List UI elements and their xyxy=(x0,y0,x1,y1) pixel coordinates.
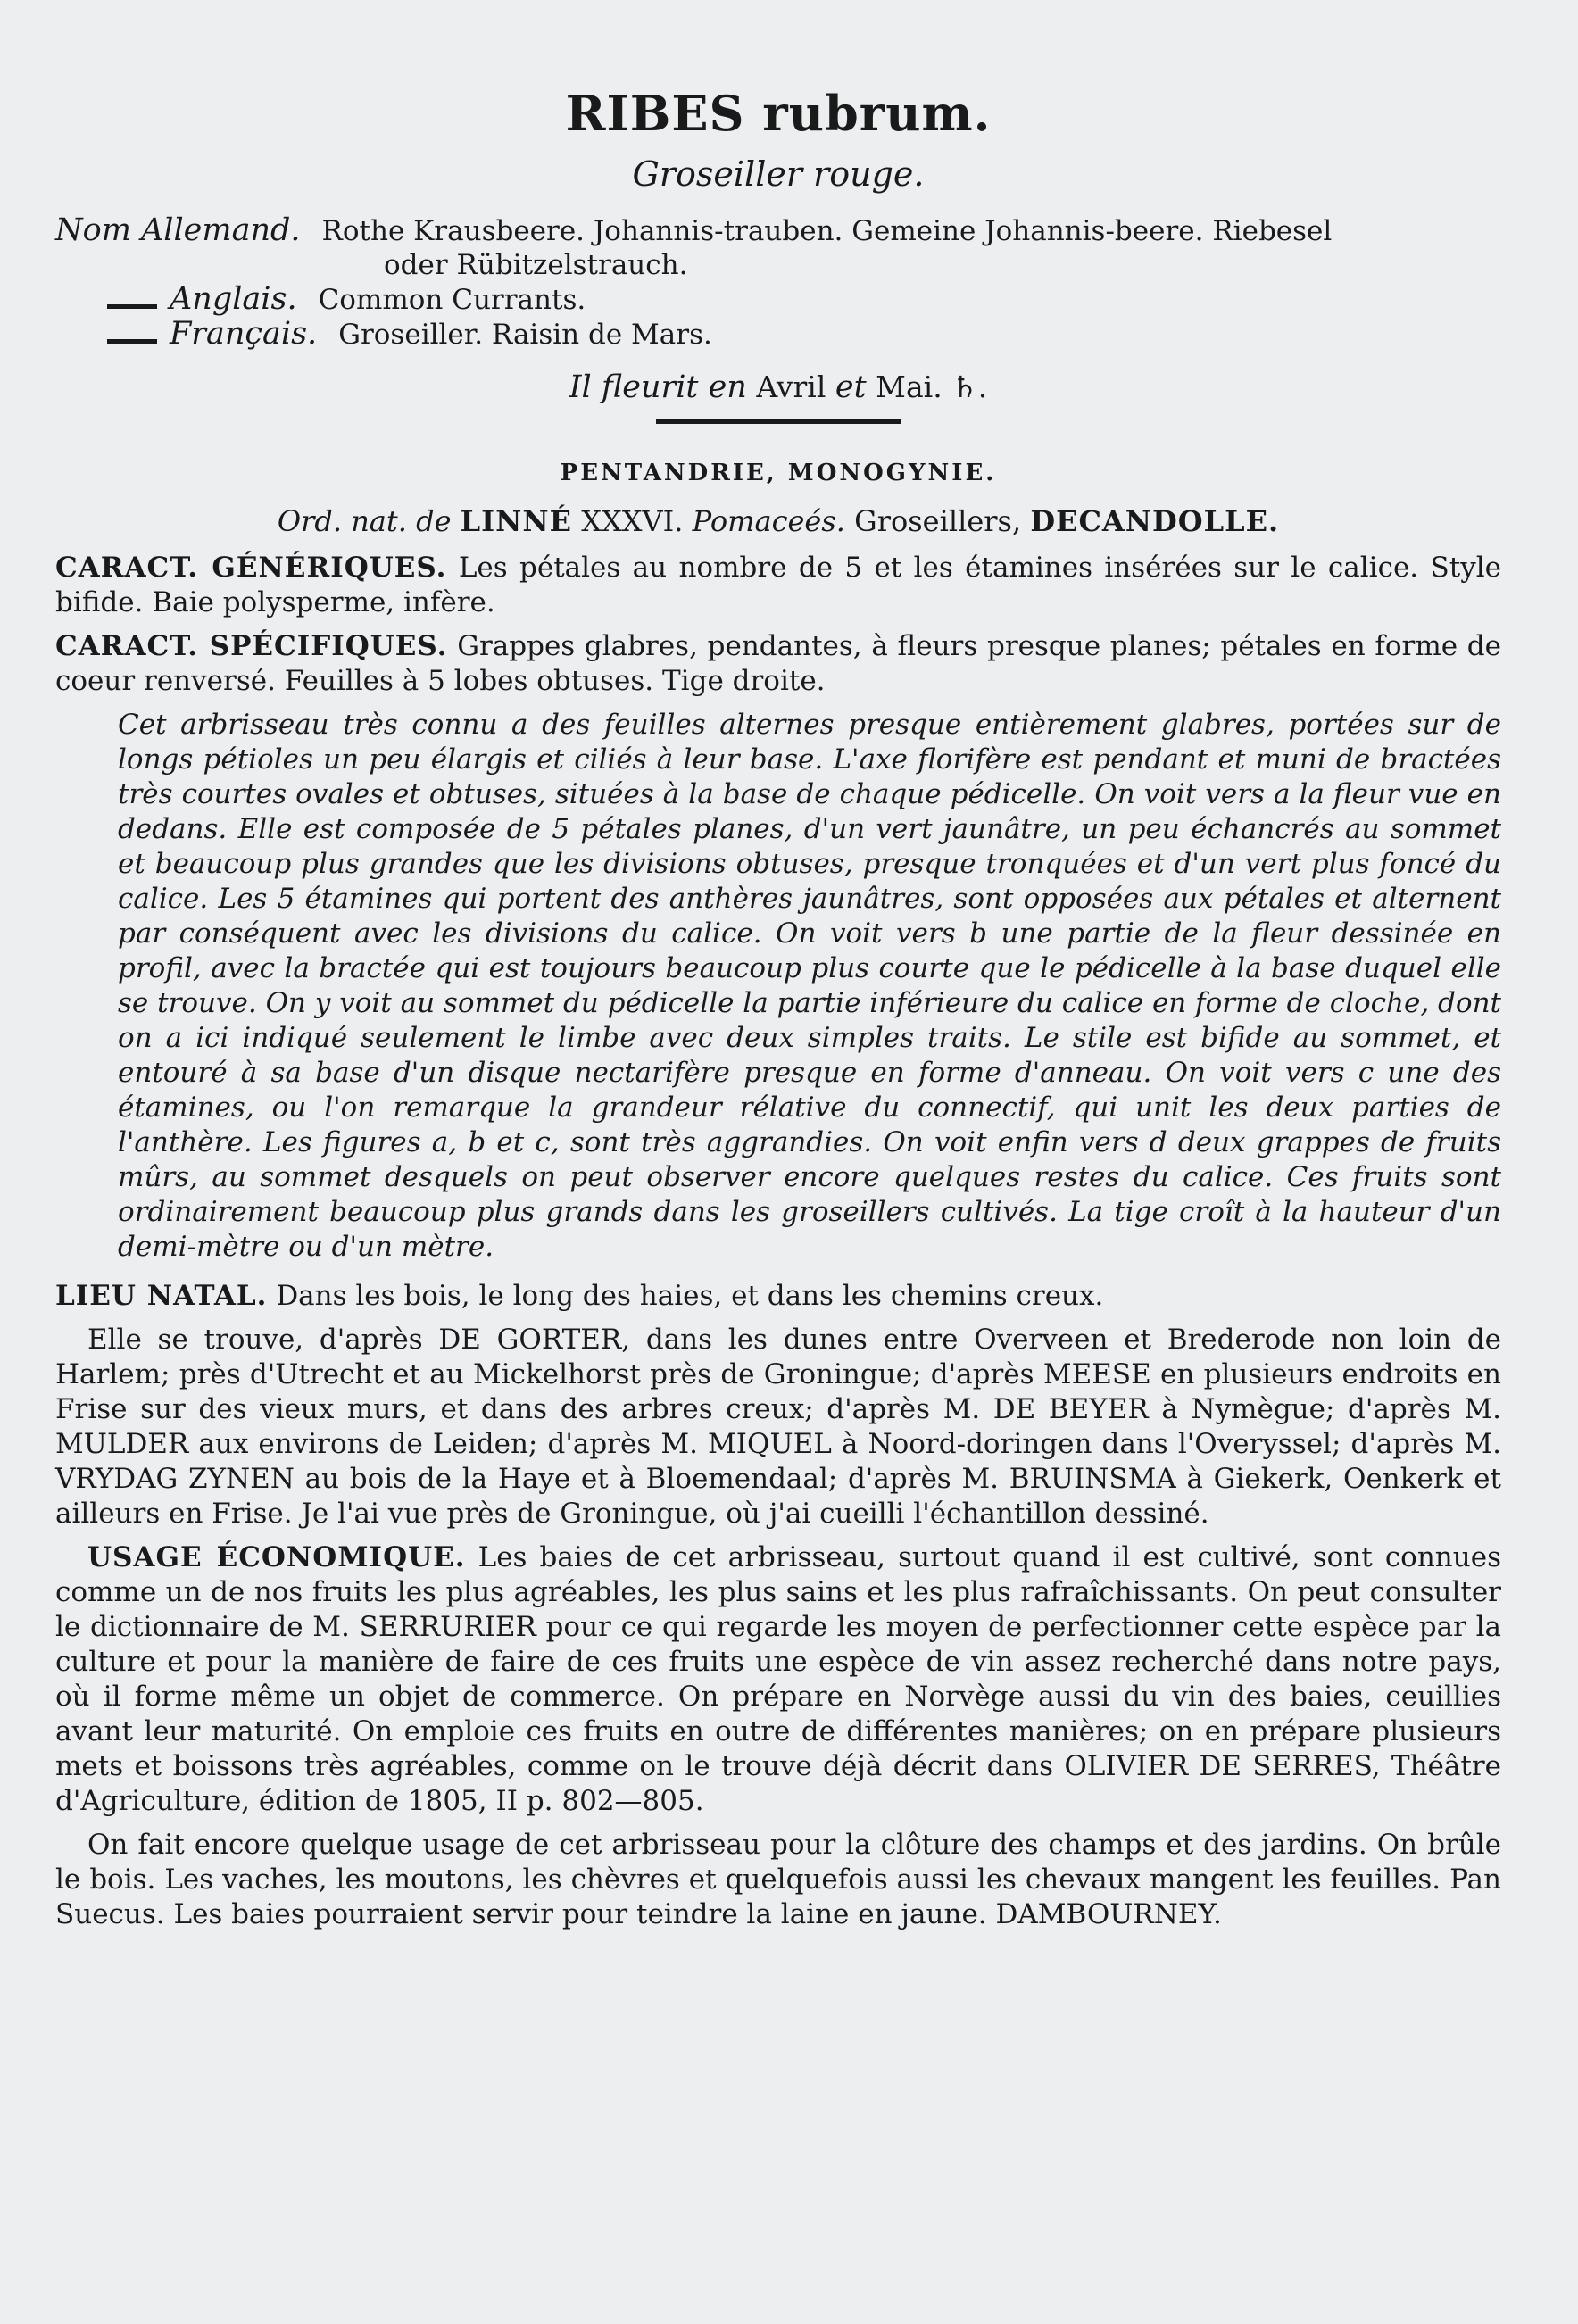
label-allemand: Nom Allemand. xyxy=(55,212,301,248)
ordnat-decandolle: DECANDOLLE. xyxy=(1030,504,1280,538)
shrub-symbol-icon: ♄. xyxy=(951,369,988,404)
caract-gen-label: CARACT. GÉNÉRIQUES. xyxy=(55,552,447,584)
flowering-line xyxy=(55,369,1501,405)
final-paragraph: On fait encore quelque usage de cet arbrisseau pour la clôture des champs et des jardins. On brûle le bois. Les vaches, les moutons, les chèvres et quelquefois aussi les chevaux mangent les feuilles. Pan Suecus. Les baies pourraient servir pour teindre la laine en jaune. DAMBOURNEY. xyxy=(55,1829,1501,1930)
text-anglais: Common Currants. xyxy=(318,284,586,316)
ordnat-rest: Groseillers, xyxy=(854,504,1022,538)
usage-text: Les baies de cet arbrisseau, surtout quand il est cultivé, sont connues comme un de nos fruits les plus agréables, les plus sains et les plus rafraîchissants. On peut consulter le dictionnaire de M. SERRURIER pour ce qui regarde les moyen de perfectionner cette espèce par la culture et pour la manière de faire de ces fruits une espèce de vin assez recherché dans notre pays, où il forme même un objet de commerce. On prépare en Norvège aussi du vin des baies, ceuillies avant leur maturité. On emploie ces fruits en outre de différentes manières; on en prépare plusieurs mets et boissons très agréables, comme on le trouve déjà décrit dans OLIVIER DE SERRES, Théâtre d'Agriculture, édition de 1805, II p. 802—805. xyxy=(55,1541,1501,1817)
caract-spec-label: CARACT. SPÉCIFIQUES. xyxy=(55,630,448,662)
label-francais: Français. xyxy=(170,316,318,352)
text-allemand: Rothe Krausbeere. Johannis-trauben. Gemeine Johannis-beere. Riebesel xyxy=(321,215,1333,247)
flowering-part1: Il fleurit en xyxy=(569,369,747,405)
ordnat-linne: LINNÉ xyxy=(460,504,573,538)
caract-specifiques xyxy=(55,629,1501,699)
name-row-anglais xyxy=(55,282,1501,317)
caract-gen-text: Les pétales au nombre de 5 et les étamines insérées sur le calice. Style bifide. Baie polysperme, infère. xyxy=(55,552,1501,618)
caract-generiques xyxy=(55,551,1501,620)
lieu-text: Dans les bois, le long des haies, et dans les chemins creux. xyxy=(276,1280,1104,1312)
common-names xyxy=(55,213,1501,352)
ordnat-lead: Ord. nat. de xyxy=(277,504,452,538)
lieu-label: LIEU NATAL. xyxy=(55,1280,268,1312)
divider xyxy=(656,419,901,424)
flowering-month1: Avril xyxy=(756,369,826,404)
ordnat-num: XXXVI. xyxy=(581,504,684,538)
page-title: RIBES rubrum. xyxy=(565,85,992,142)
subtitle: Groseiller rouge. xyxy=(632,154,925,194)
text-allemand-cont: oder Rübitzelstrauch. xyxy=(384,249,688,281)
flowering-month2: Mai. xyxy=(876,369,943,404)
caract-spec-text: Grappes glabres, pendantes, à fleurs presque planes; pétales en forme de coeur renversé. Feuilles à 5 lobes obtuses. Tige droite. xyxy=(55,630,1502,697)
ordnat-pomacees: Pomaceés. xyxy=(692,504,845,538)
label-anglais: Anglais. xyxy=(170,281,297,317)
dash-icon xyxy=(107,304,157,309)
lieu-natal xyxy=(55,1279,1501,1314)
usage-label: USAGE ÉCONOMIQUE. xyxy=(87,1541,466,1573)
ord-nat-line xyxy=(55,504,1501,538)
dash-icon xyxy=(107,339,157,344)
text-francais: Groseiller. Raisin de Mars. xyxy=(338,319,712,351)
name-row-allemand xyxy=(55,213,1501,248)
usage-economique xyxy=(55,1540,1501,1819)
distribution: Elle se trouve, d'après DE GORTER, dans les dunes entre Overveen et Brederode non loin de Harlem; près d'Utrecht et au Mickelhorst près de Groningue; d'après MEESE en plusieurs endroits en Frise sur des vieux murs, et dans des arbres creux; d'après M. DE BEYER à Nymègue; d'après M. MULDER aux environs de Leiden; d'après M. MIQUEL à Noord-doringen dans l'Overyssel; d'après M. VRYDAG ZYNEN au bois de la Haye et à Bloemendaal; d'après M. BRUINSMA à Giekerk, Oenkerk et ailleurs en Frise. Je l'ai vue près de Groningue, où j'ai cueilli l'échantillon dessiné. xyxy=(55,1324,1501,1530)
classification: PENTANDRIE, MONOGYNIE. xyxy=(560,460,997,486)
name-row-francais xyxy=(55,317,1501,352)
flowering-part2: et xyxy=(835,369,867,405)
description: Cet arbrisseau très connu a des feuilles alternes presque entièrement glabres, portées sur de longs pétioles un peu élargis et ciliés à leur base. L'axe florifère est pendant et muni de bractées très courtes ovales et obtuses, situées à la base de chaque pédicelle. On voit vers a la fleur vue en dedans. Elle est composée de 5 pétales planes, d'un vert jaunâtre, un peu échancrés au sommet et beaucoup plus grandes que les divisions obtuses, presque tronquées et d'un vert plus foncé du calice. Les 5 étamines qui portent des anthères jaunâtres, sont opposées aux pétales et alternent par conséquent avec les divisions du calice. On voit vers b une partie de la fleur dessinée en profil, avec la bractée qui est toujours beaucoup plus courte que le pédicelle à la base duquel elle se trouve. On y voit au sommet du pédicelle la partie inférieure du calice en forme de cloche, dont on a ici indiqué seulement le limbe avec deux simples traits. Le stile est bifide au sommet, et entouré à sa base d'un disque nectarifère presque en forme d'anneau. On voit vers c une des étamines, ou l'on remarque la grandeur rélative du connectif, qui unit les deux parties de l'anthère. Les figures a, b et c, sont très aggrandies. On voit enfin vers d deux grappes de fruits mûrs, au sommet desquels on peut observer encore quelques restes du calice. Ces fruits sont ordinairement beaucoup plus grands dans les groseillers cultivés. La tige croît à la hauteur d'un demi-mètre ou d'un mètre. xyxy=(118,709,1501,1263)
content xyxy=(55,85,1501,1932)
